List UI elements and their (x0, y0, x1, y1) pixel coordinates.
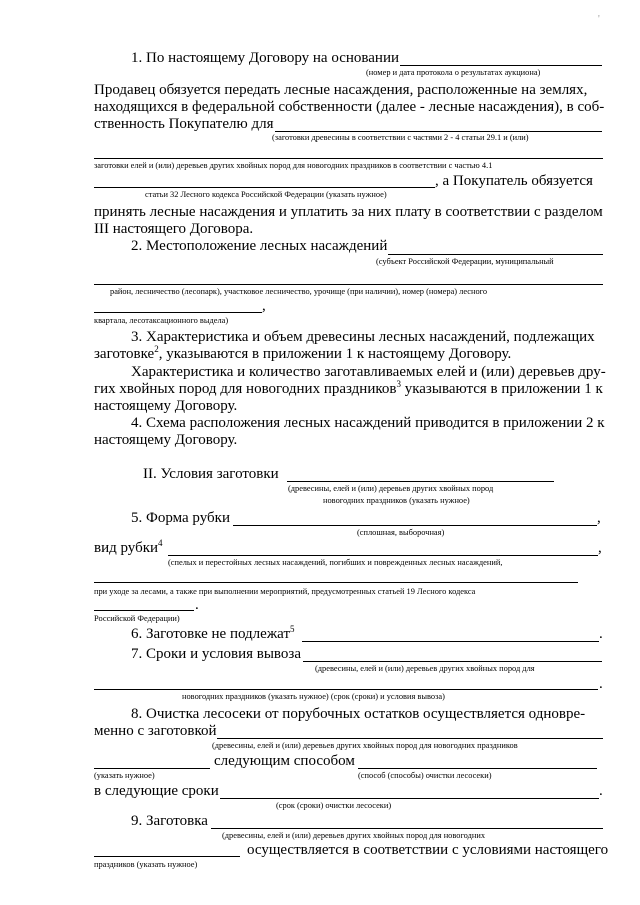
hint-cut-type-3: Российской Федерации) (94, 614, 180, 623)
clause-6-label: 6. Заготовке не подлежат$^5$ (131, 624, 295, 642)
hint-cleaning-with: (древесины, елей и (или) деревьев других хвойных пород для новогодних праздников (212, 741, 518, 750)
blank-cleaning-with[interactable] (217, 738, 603, 739)
blank-cleaning-with-2[interactable] (94, 768, 210, 769)
clause-7-label: 7. Сроки и условия вывоза (131, 646, 301, 662)
blank-purpose-3[interactable] (94, 187, 435, 188)
blank-removal-2[interactable] (94, 689, 598, 690)
clause-7-period: . (599, 676, 603, 692)
clause-2-comma: , (262, 298, 266, 314)
footnote-5: 5 (290, 624, 295, 634)
footnote-4: 4 (158, 538, 163, 548)
hint-cleaning-method: (способ (способы) очистки лесосеки) (358, 771, 492, 780)
hint-indicate: (указать нужное) (94, 771, 155, 780)
blank-location-2[interactable] (94, 284, 603, 285)
blank-harvest-9[interactable] (211, 828, 603, 829)
hint-purpose-1: (заготовки древесины в соответствии с частями 2 - 4 статьи 29.1 и (или) (272, 133, 529, 142)
blank-purpose-2[interactable] (94, 158, 603, 159)
blank-cut-form[interactable] (233, 525, 597, 526)
clause-3-line-5: настоящему Договору. (94, 398, 238, 414)
footnote-2: 2 (154, 344, 159, 354)
clause-8-terms-label: в следующие сроки (94, 783, 219, 799)
clause-1-line-7: принять лесные насаждения и уплатить за них плату в соответствии с разделом (94, 204, 603, 220)
clause-1-line-8: III настоящего Договора. (94, 221, 254, 237)
clause-1-line-4: ственность Покупателю для (94, 116, 274, 132)
hint-removal-2: новогодних праздников (указать нужное) (срок (сроки) и условия вывоза) (182, 692, 445, 701)
clause-9-line-2: осуществляется в соответствии с условиями настоящего (247, 842, 609, 858)
hint-purpose-3: статьи 32 Лесного кодекса Российской Федерации (указать нужное) (145, 190, 387, 199)
blank-cut-type-1[interactable] (168, 555, 598, 556)
blank-not-harvested[interactable] (302, 641, 599, 642)
clause-2-line-1: 2. Местоположение лесных насаждений (131, 238, 388, 254)
footnote-3: 3 (396, 379, 401, 389)
clause-1-line-6: , а Покупатель обязуется (435, 173, 593, 189)
hint-harvest-9: (древесины, елей и (или) деревьев других хвойных пород для новогодних (222, 831, 486, 840)
blank-location-3[interactable] (94, 312, 262, 313)
blank-cut-type-3[interactable] (94, 610, 194, 611)
cut-type-comma: , (598, 540, 602, 556)
blank-cleaning-terms[interactable] (220, 798, 599, 799)
blank-protocol[interactable] (400, 65, 602, 66)
hint-cut-type-2: при уходе за лесами, а также при выполнении мероприятий, предусмотренных статьей 19 Лесного кодекса (94, 587, 476, 596)
clause-1-line-3: находящихся в федеральной собственности (далее - лесные насаждения), в соб- (94, 99, 605, 115)
hint-location-2: район, лесничество (лесопарк), участковое лесничество, урочище (при наличии), номер (номера) лесного (110, 287, 488, 296)
clause-3-line-2: заготовке$^2$, указываются в приложении 1 к настоящему Договору. (94, 344, 512, 362)
blank-purpose-1[interactable] (275, 131, 602, 132)
clause-6-period: . (599, 626, 603, 642)
cut-type-period: . (195, 597, 199, 613)
hint-location-1: (субъект Российской Федерации, муниципальный (376, 257, 554, 266)
hint-cleaning-terms: (срок (сроки) очистки лесосеки) (276, 801, 392, 810)
margin-mark: ' (598, 14, 600, 25)
clause-1-line-1: 1. По настоящему Договору на основании (131, 50, 400, 66)
cut-type-label: вид рубки$^4$ (94, 538, 163, 556)
hint-location-3: квартала, лесотаксационного выдела) (94, 316, 229, 325)
clause-5-comma: , (597, 510, 601, 526)
hint-cut-form: (сплошная, выборочная) (357, 528, 445, 537)
blank-cut-type-2[interactable] (94, 582, 578, 583)
clause-5-label: 5. Форма рубки (131, 510, 230, 526)
clause-8-period: . (599, 783, 603, 799)
blank-removal-1[interactable] (303, 661, 602, 662)
hint-purpose-2: заготовки елей и (или) деревьев других хвойных пород для новогодних праздников в соответствии с частью 4.1 (94, 161, 493, 170)
section-2-heading: II. Условия заготовки (143, 466, 279, 482)
clause-8-line-1: 8. Очистка лесосеки от порубочных остатков осуществляется одновре- (131, 706, 586, 722)
blank-location-1[interactable] (388, 254, 603, 255)
clause-3-line-1: 3. Характеристика и объем древесины лесных насаждений, подлежащих (131, 329, 595, 345)
blank-cleaning-method[interactable] (358, 768, 597, 769)
hint-harvest-type-2: новогодних праздников (указать нужное) (323, 496, 470, 505)
clause-4-line-1: 4. Схема расположения лесных насаждений приводится в приложении 2 к (131, 415, 605, 431)
hint-protocol: (номер и дата протокола о результатах аукциона) (366, 68, 541, 77)
hint-cut-type-1: (спелых и перестойных лесных насаждений, погибших и поврежденных лесных насаждений, (168, 558, 503, 567)
blank-harvest-9b[interactable] (94, 856, 240, 857)
hint-harvest-9b: праздников (указать нужное) (94, 860, 198, 869)
blank-harvest-type[interactable] (287, 481, 554, 482)
clause-8-method-label: следующим способом (214, 753, 355, 769)
clause-9-label: 9. Заготовка (131, 813, 208, 829)
clause-4-line-2: настоящему Договору. (94, 432, 238, 448)
hint-removal-1: (древесины, елей и (или) деревьев других хвойных пород для (315, 664, 535, 673)
clause-3-line-3: Характеристика и количество заготавливаемых елей и (или) деревьев дру- (131, 364, 606, 380)
hint-harvest-type-1: (древесины, елей и (или) деревьев других хвойных пород (288, 484, 494, 493)
clause-8-line-2: менно с заготовкой (94, 723, 217, 739)
clause-3-line-4: гих хвойных пород для новогодних праздников$^3$ указываются в приложении 1 к (94, 379, 603, 397)
clause-1-line-2: Продавец обязуется передать лесные насаждения, расположенные на землях, (94, 82, 588, 98)
